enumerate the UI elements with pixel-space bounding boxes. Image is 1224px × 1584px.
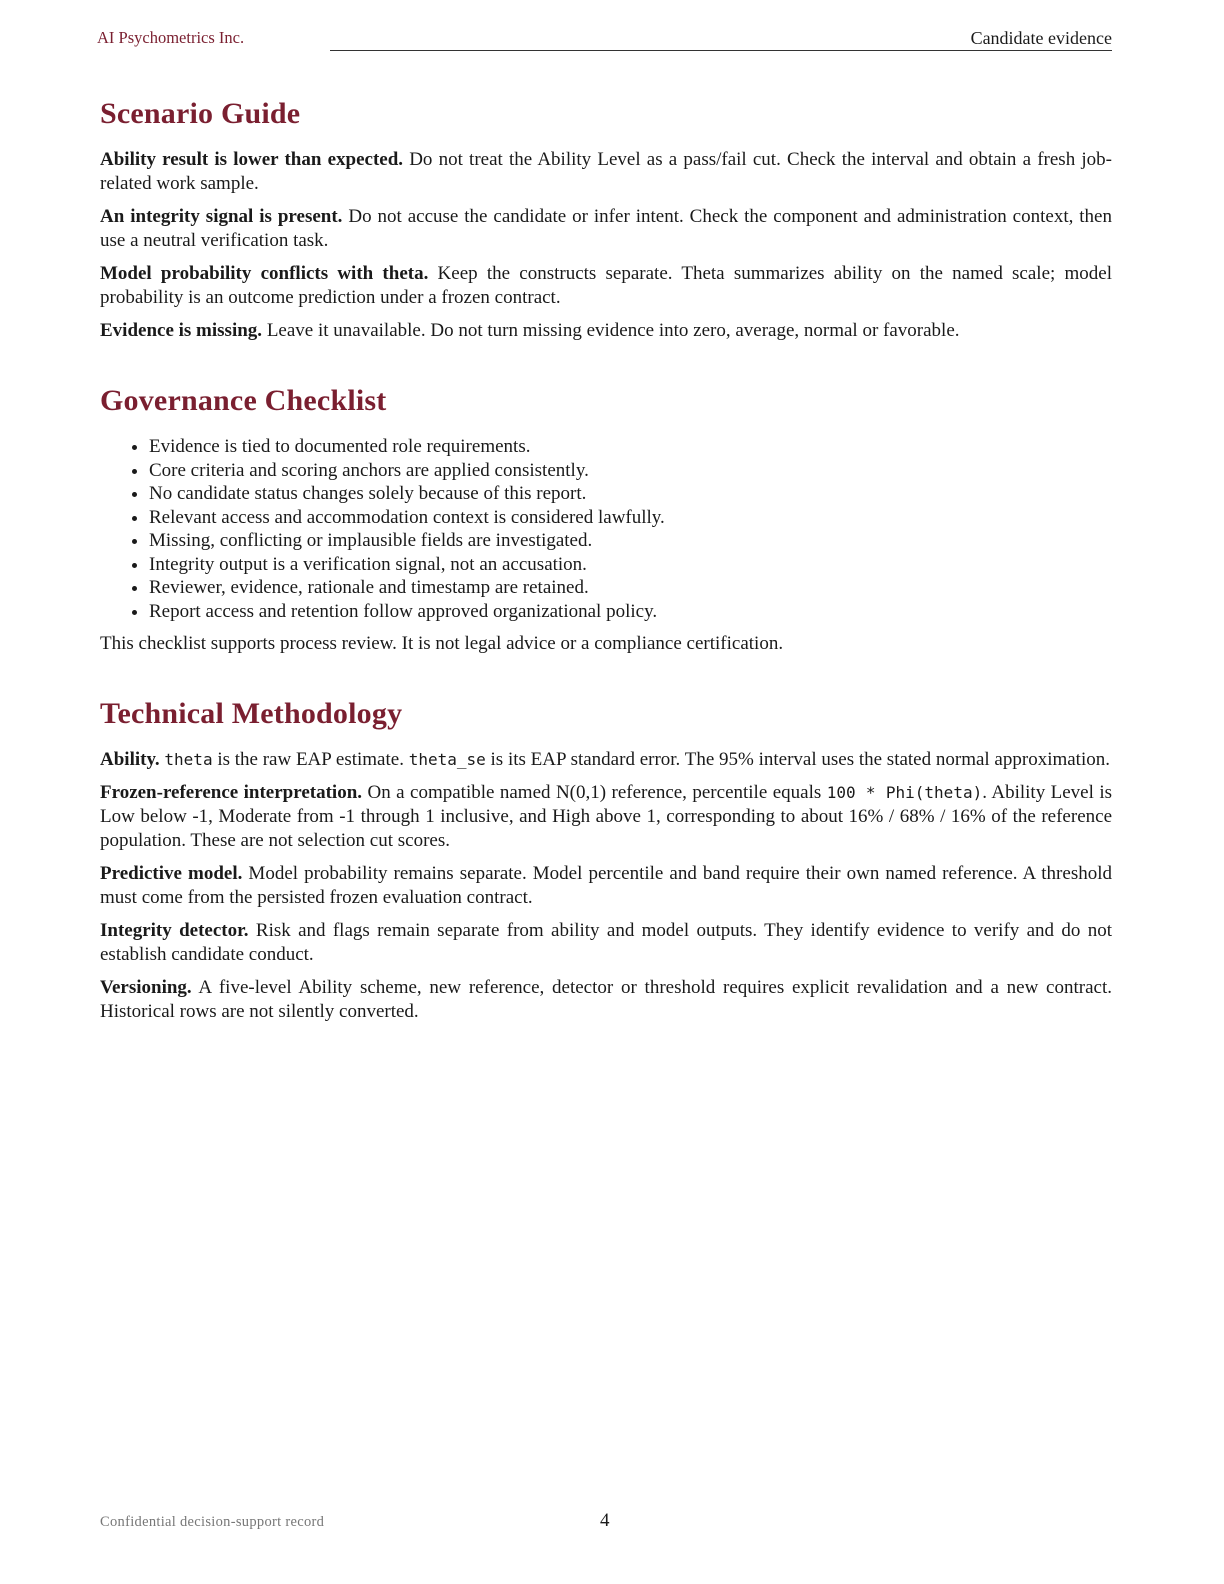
methodology-text: Model probability remains separate. Model percentile and band require their own named reference. A threshold must come from the persisted frozen evaluation contract. [100,863,1112,908]
methodology-frozen-reference [100,781,1112,853]
section-title-technical-methodology: Technical Methodology [100,697,403,730]
scenario-item-text: Do not treat the Ability Level as a pass/fail cut. Check the interval and obtain a fresh job-related work sample. [100,149,1112,194]
scenario-item [100,205,1112,253]
page-number: 4 [600,1510,610,1531]
checklist [100,435,1112,623]
scenario-guide-section [100,96,1112,343]
scenario-item-lead: Model probability conflicts with theta. [100,263,429,284]
checklist-item: • Relevant access and accommodation context is considered lawfully. [149,506,1112,530]
checklist-item: • No candidate status changes solely because of this report. [149,482,1112,506]
methodology-text: is the raw EAP estimate. [212,749,409,770]
methodology-text: On a compatible named N(0,1) reference, percentile equals [362,782,827,803]
scenario-item-lead: An integrity signal is present. [100,206,343,227]
methodology-lead: Predictive model. [100,863,243,884]
checklist-item: • Evidence is tied to documented role requirements. [149,435,1112,459]
page-header [97,28,1112,52]
checklist-note: This checklist supports process review. It is not legal advice or a compliance certification. [100,633,784,654]
section-title-governance-checklist: Governance Checklist [100,384,387,417]
scenario-item-lead: Evidence is missing. [100,320,263,341]
checklist-item: • Report access and retention follow approved organizational policy. [149,600,1112,624]
checklist-item: • Integrity output is a verification signal, not an accusation. [149,553,1112,577]
methodology-versioning [100,976,1112,1024]
page-content [100,96,1112,1033]
header-rule [330,50,1112,51]
section-title-scenario-guide: Scenario Guide [100,97,301,130]
scenario-item-text: Leave it unavailable. Do not turn missing evidence into zero, average, normal or favorable. [262,320,960,341]
methodology-predictive-model [100,862,1112,910]
scenario-item-text: Do not accuse the candidate or infer intent. Check the component and administration context, then use a neutral verification task. [100,206,1112,251]
header-section-title: Candidate evidence [970,28,1112,48]
scenario-item-text: Keep the constructs separate. Theta summarizes ability on the named scale; model probability is an outcome prediction under a frozen contract. [100,263,1112,308]
checklist-item: • Missing, conflicting or implausible fields are investigated. [149,529,1112,553]
code-theta-se: theta_se [408,750,486,769]
checklist-item: • Reviewer, evidence, rationale and timestamp are retained. [149,576,1112,600]
scenario-item [100,319,1112,343]
technical-methodology-section [100,696,1112,1024]
methodology-text: . Ability Level is Low below -1, Moderate from -1 through 1 inclusive, and High above 1, corresponding to about 16% / 68% / 16% of the reference population. These are not selection cut scores. [100,782,1113,851]
scenario-item [100,262,1112,310]
methodology-lead: Integrity detector. [100,920,249,941]
methodology-lead: Frozen-reference interpretation. [100,782,363,803]
footer-confidential-note: Confidential decision-support record [100,1514,325,1530]
methodology-ability [100,748,1112,772]
methodology-text: is its EAP standard error. The 95% interval uses the stated normal approximation. [485,749,1110,770]
governance-checklist-section [100,383,1112,656]
scenario-item-lead: Ability result is lower than expected. [100,149,404,170]
methodology-text: A five-level Ability scheme, new reference, detector or threshold requires explicit revalidation and a new contract. Historical rows are not silently converted. [100,977,1112,1022]
methodology-text: Risk and flags remain separate from ability and model outputs. They identify evidence to verify and do not establish candidate conduct. [100,920,1112,965]
methodology-lead: Versioning. [100,977,192,998]
checklist-item: • Core criteria and scoring anchors are applied consistently. [149,459,1112,483]
scenario-item [100,148,1112,196]
methodology-lead: Ability. [100,749,160,770]
methodology-integrity-detector [100,919,1112,967]
code-theta: theta [164,750,213,769]
company-name: AI Psychometrics Inc. [97,28,245,47]
code-percentile-formula: 100 * Phi(theta) [826,783,983,802]
